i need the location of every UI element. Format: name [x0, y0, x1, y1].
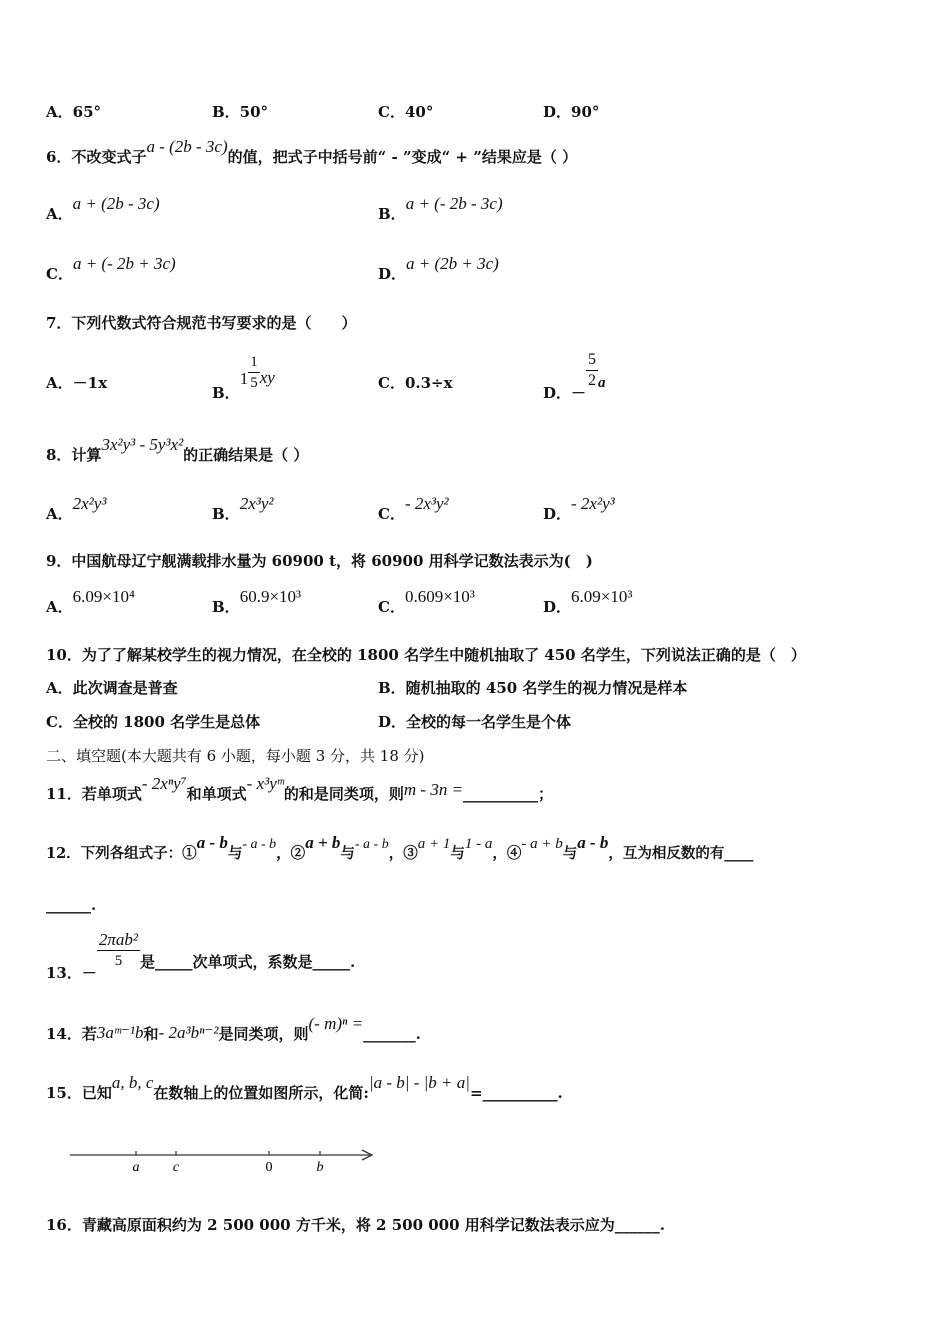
q7-stem: 7．下列代数式符合规范书写要求的是（ ）: [46, 314, 357, 332]
q6-option-a: A．a + (2b - 3c): [46, 194, 160, 223]
q11-stem: 11．若单项式- 2xⁿy⁷和单项式- x³yᵐ的和是同类项，则m - 3n =__________；: [46, 774, 554, 803]
q13-stem: 13．－ $\frac{\text{2πab²}}{5}$ 是_____次单项式，系数是_____.: [46, 930, 356, 982]
q6-expression: a - (2b - 3c): [146, 137, 228, 156]
label-b: b: [316, 1160, 324, 1175]
q5-option-b: B．50°: [212, 103, 269, 121]
q6-option-b: B．a + (- 2b - 3c): [378, 194, 503, 223]
number-line: [66, 1140, 386, 1180]
q15-stem: 15．已知a, b, c在数轴上的位置如图所示，化简:|a - b| - |b + a|=__________.: [46, 1073, 563, 1102]
q7-option-c: C．0.3÷x: [378, 374, 453, 392]
q7-option-b: B．1 $\frac{1}{5}$ xy: [212, 354, 275, 402]
q6-option-c: C．a + (- 2b + 3c): [46, 254, 176, 283]
q10-option-d: D．全校的每一名学生是个体: [378, 713, 572, 731]
q8-option-d: D．- 2x²y³: [543, 494, 615, 523]
q12-continuation: ______.: [46, 896, 97, 914]
q14-stem: 14．若3aᵐ⁻¹b和- 2a³bⁿ⁻²是同类项，则(- m)ⁿ =_______.: [46, 1014, 421, 1043]
label-a: a: [132, 1160, 140, 1175]
section-heading: 二、填空题(本大题共有 6 小题，每小题 3 分，共 18 分): [46, 747, 425, 765]
q9-option-c: C．0.609×10³: [378, 587, 475, 616]
q10-option-a: A．此次调查是普查: [46, 679, 178, 697]
label-zero: 0: [265, 1160, 273, 1175]
q5-option-c: C．40°: [378, 103, 434, 121]
q9-option-a: A．6.09×10⁴: [46, 587, 135, 616]
label-c: c: [172, 1160, 180, 1175]
q10-option-b: B．随机抽取的 450 名学生的视力情况是样本: [378, 679, 688, 697]
q10-option-c: C．全校的 1800 名学生是总体: [46, 713, 261, 731]
q9-option-d: D．6.09×10³: [543, 587, 633, 616]
q6-stem: 6．不改变式子a - (2b - 3c)的值，把式子中括号前“ - ”变成“ + ”结果应是（ ）: [46, 137, 578, 166]
q8-stem: 8．计算3x²y³ - 5y³x²的正确结果是（ ）: [46, 435, 309, 464]
q8-expression: 3x²y³ - 5y³x²: [101, 435, 184, 454]
q9-stem: 9．中国航母辽宁舰满载排水量为 60900 t，将 60900 用科学记数法表示为( ): [46, 552, 593, 570]
q6-option-d: D．a + (2b + 3c): [378, 254, 499, 283]
q8-option-b: B．2x³y²: [212, 494, 274, 523]
q16-stem: 16．青藏高原面积约为 2 500 000 方千米，将 2 500 000 用科学记数法表示应为______.: [46, 1216, 665, 1234]
q7-option-d: D．－ $\frac{5}{2}$ a: [543, 351, 606, 402]
q9-option-b: B．60.9×10³: [212, 587, 302, 616]
q7-option-a: A．－1x: [46, 374, 108, 392]
q5-option-d: D．90°: [543, 103, 600, 121]
q5-option-a: A．65°: [46, 103, 102, 121]
q8-option-a: A．2x²y³: [46, 494, 107, 523]
q10-stem: 10．为了了解某校学生的视力情况，在全校的 1800 名学生中随机抽取了 450 名学生，下列说法正确的是（ ）: [46, 646, 806, 664]
q12-stem: 12．下列各组式子：①a - b与- a - b，②a + b与- a - b，③a + 1与1 - a，④- a + b与a - b，互为相反数的有____: [46, 833, 754, 862]
q8-option-c: C．- 2x³y²: [378, 494, 449, 523]
